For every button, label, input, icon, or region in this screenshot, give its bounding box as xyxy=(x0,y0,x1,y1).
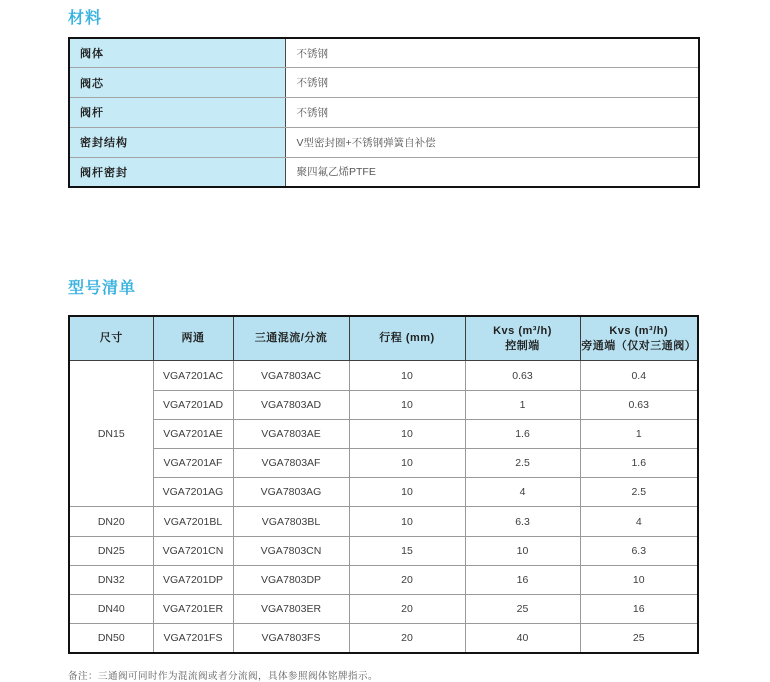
stroke-value: 10 xyxy=(349,478,465,507)
kvs-bypass-value: 10 xyxy=(580,565,698,594)
table-row xyxy=(69,507,698,536)
kvs-bypass-value: 6.3 xyxy=(580,536,698,565)
three-way-model: VGA7803BL xyxy=(233,507,349,536)
size-cell: DN15 xyxy=(69,361,153,507)
two-way-model: VGA7201FS xyxy=(153,624,233,653)
column-header-kvs-bypass xyxy=(580,316,698,361)
stroke-value: 10 xyxy=(349,361,465,390)
column-header-three-way: 三通混流/分流 xyxy=(233,316,349,361)
material-value: 聚四氟乙烯PTFE xyxy=(285,157,699,187)
two-way-model: VGA7201BL xyxy=(153,507,233,536)
kvs-bypass-value: 2.5 xyxy=(580,478,698,507)
stroke-value: 10 xyxy=(349,419,465,448)
materials-section-title: 材料 xyxy=(68,10,103,27)
models-section-title: 型号清单 xyxy=(68,279,137,297)
kvs-bypass-value: 25 xyxy=(580,624,698,653)
kvs-bypass-value: 16 xyxy=(580,594,698,623)
material-label: 阀杆密封 xyxy=(69,157,285,187)
size-cell: DN32 xyxy=(69,565,153,594)
kvs-control-value: 1 xyxy=(465,390,580,419)
material-label: 阀杆 xyxy=(69,98,285,128)
kvs-bypass-value: 0.4 xyxy=(580,361,698,390)
table-row xyxy=(69,361,698,390)
table-row xyxy=(69,38,699,68)
three-way-model: VGA7803AG xyxy=(233,478,349,507)
kvs-control-value: 10 xyxy=(465,536,580,565)
three-way-model: VGA7803AD xyxy=(233,390,349,419)
material-value: 不锈钢 xyxy=(285,98,699,128)
kvs-control-value: 25 xyxy=(465,594,580,623)
table-row xyxy=(69,157,699,187)
table-header-row xyxy=(69,316,698,361)
stroke-value: 20 xyxy=(349,594,465,623)
material-label: 阀芯 xyxy=(69,68,285,98)
three-way-model: VGA7803ER xyxy=(233,594,349,623)
column-header-stroke: 行程 (mm) xyxy=(349,316,465,361)
table-row xyxy=(69,449,698,478)
two-way-model: VGA7201AC xyxy=(153,361,233,390)
two-way-model: VGA7201AE xyxy=(153,419,233,448)
three-way-model: VGA7803FS xyxy=(233,624,349,653)
table-row xyxy=(69,565,698,594)
material-label: 阀体 xyxy=(69,38,285,68)
kvs-control-value: 0.63 xyxy=(465,361,580,390)
kvs-bypass-line1: Kvs (m³/h) xyxy=(609,324,669,337)
column-header-size: 尺寸 xyxy=(69,316,153,361)
kvs-control-value: 1.6 xyxy=(465,419,580,448)
three-way-model: VGA7803AE xyxy=(233,419,349,448)
kvs-control-value: 16 xyxy=(465,565,580,594)
size-cell: DN40 xyxy=(69,594,153,623)
three-way-model: VGA7803AF xyxy=(233,449,349,478)
kvs-control-line1: Kvs (m³/h) xyxy=(493,324,552,337)
size-cell: DN50 xyxy=(69,624,153,653)
table-row xyxy=(69,127,699,157)
table-row xyxy=(69,478,698,507)
two-way-model: VGA7201AD xyxy=(153,390,233,419)
three-way-model: VGA7803CN xyxy=(233,536,349,565)
table-row xyxy=(69,594,698,623)
stroke-value: 10 xyxy=(349,390,465,419)
materials-table xyxy=(68,37,700,188)
material-value: V型密封圈+不锈钢弹簧自补偿 xyxy=(285,127,699,157)
two-way-model: VGA7201CN xyxy=(153,536,233,565)
two-way-model: VGA7201ER xyxy=(153,594,233,623)
table-row xyxy=(69,390,698,419)
kvs-control-value: 2.5 xyxy=(465,449,580,478)
kvs-bypass-value: 0.63 xyxy=(580,390,698,419)
material-label: 密封结构 xyxy=(69,127,285,157)
kvs-bypass-line2: 旁通端（仅对三通阀） xyxy=(581,339,697,352)
table-row xyxy=(69,98,699,128)
kvs-bypass-value: 4 xyxy=(580,507,698,536)
two-way-model: VGA7201AG xyxy=(153,478,233,507)
stroke-value: 20 xyxy=(349,565,465,594)
table-footnote: 备注：三通阀可同时作为混流阀或者分流阀，具体参照阀体铭牌指示。 xyxy=(68,670,379,682)
table-row xyxy=(69,419,698,448)
material-value: 不锈钢 xyxy=(285,68,699,98)
stroke-value: 10 xyxy=(349,449,465,478)
material-value: 不锈钢 xyxy=(285,38,699,68)
table-row xyxy=(69,624,698,653)
two-way-model: VGA7201AF xyxy=(153,449,233,478)
stroke-value: 15 xyxy=(349,536,465,565)
three-way-model: VGA7803DP xyxy=(233,565,349,594)
kvs-control-value: 4 xyxy=(465,478,580,507)
size-cell: DN25 xyxy=(69,536,153,565)
models-table xyxy=(68,315,699,654)
table-row xyxy=(69,68,699,98)
three-way-model: VGA7803AC xyxy=(233,361,349,390)
kvs-bypass-value: 1 xyxy=(580,419,698,448)
column-header-two-way: 两通 xyxy=(153,316,233,361)
kvs-control-line2: 控制端 xyxy=(505,339,540,352)
stroke-value: 20 xyxy=(349,624,465,653)
stroke-value: 10 xyxy=(349,507,465,536)
kvs-bypass-value: 1.6 xyxy=(580,449,698,478)
column-header-kvs-control xyxy=(465,316,580,361)
two-way-model: VGA7201DP xyxy=(153,565,233,594)
table-row xyxy=(69,536,698,565)
size-cell: DN20 xyxy=(69,507,153,536)
kvs-control-value: 40 xyxy=(465,624,580,653)
kvs-control-value: 6.3 xyxy=(465,507,580,536)
